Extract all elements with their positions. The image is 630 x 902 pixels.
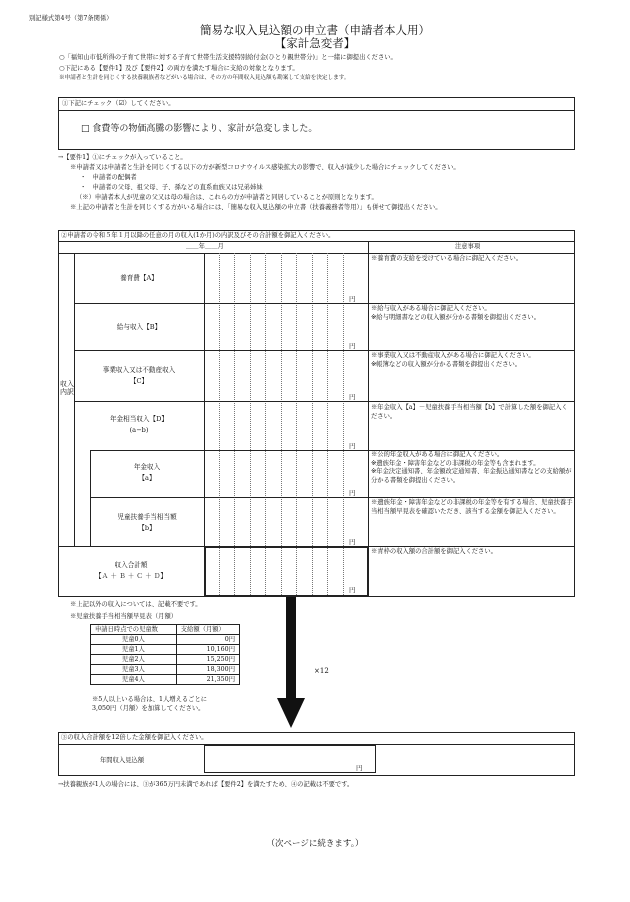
child-count-cell: 児童0人 xyxy=(91,635,177,645)
allowance-table-footnote: ※5人以上いる場合は、1人増えるごとに 3,050円（月額）を加算してください。 xyxy=(92,696,208,712)
child-count-cell: 児童3人 xyxy=(91,665,177,675)
allowance-table-title: ※児童扶養手当相当額早見表（月額） xyxy=(70,613,178,620)
allowance-amount-cell: 15,250円 xyxy=(176,655,239,665)
table-header: 申請日時点での児童数 xyxy=(91,625,177,635)
table-row xyxy=(91,645,240,655)
pension-equivalent-amount-input[interactable] xyxy=(205,402,367,449)
form-number: 別記様式第4号（第7条関係） xyxy=(29,15,113,22)
row-label-child-support: 養育費【A】 xyxy=(120,274,158,282)
row-note-pension-income: ※公的年金収入がある場合に御記入ください。 ※遺族年金・障害年金などの非課税の年金等も含まれます。 ※年金決定通知書、年金額改定通知書、年金振込通知書などの支給額が分かる書類を御提出ください。 xyxy=(371,451,572,484)
yen-unit: 円 xyxy=(349,342,356,350)
section1-instruction: ①下記にチェック（☑）してください。 xyxy=(62,100,175,107)
pension-income-amount-input[interactable] xyxy=(205,451,367,496)
total-income-amount-input[interactable] xyxy=(204,546,369,597)
row-label-salary: 給与収入【B】 xyxy=(116,323,162,331)
row-note-child-support: ※養育費の支給を受けている場合に御記入ください。 xyxy=(371,255,523,262)
yen-unit: 円 xyxy=(349,538,356,546)
continued-note: （次ページに続きます。） xyxy=(266,839,364,849)
page-title: 簡易な収入見込額の申立書（申請者本人用） xyxy=(200,23,430,37)
requirement1-line: ※申請者又は申請者と生計を同じくする以下の方が新型コロナウイルス感染拡大の影響で、収入が減少した場合にチェックしてください。 xyxy=(70,164,460,171)
yen-unit: 円 xyxy=(349,393,356,401)
requirement2-note: →扶養親族が1人の場合には、③が365万円未満であれば【要件2】を満たすため、④の記載は不要です。 xyxy=(58,781,354,788)
child-count-cell: 児童1人 xyxy=(91,645,177,655)
page-subtitle: 【家計急変者】 xyxy=(274,36,356,50)
section1-box xyxy=(58,97,575,150)
allowance-amount-cell: 21,350円 xyxy=(176,675,239,685)
row-label-pension-income: 年金収入 【a】 xyxy=(133,463,161,482)
table-header: 支給額（月額） xyxy=(176,625,239,635)
price-surge-checkbox[interactable]: □ 食費等の物価高騰の影響により、家計が急変しました。 xyxy=(81,124,318,134)
table-row xyxy=(91,665,240,675)
yen-unit: 円 xyxy=(349,489,356,497)
row-label-child-allowance-equivalent: 児童扶養手当相当額 【b】 xyxy=(117,513,177,532)
section3-instruction: ③の収入合計額を12倍した金額を御記入ください。 xyxy=(61,734,208,741)
row-note-child-allowance-equivalent: ※遺族年金・障害年金などの非課税の年金等を有する場合、児童扶養手当相当額早見表を確認いただき、該当する金額を御記入ください。 xyxy=(371,499,573,515)
child-allowance-equivalent-amount-input[interactable] xyxy=(205,498,367,545)
income-breakdown-side-label: 収入内訳 xyxy=(60,380,74,396)
other-income-note: ※上記以外の収入については、記載不要です。 xyxy=(70,601,202,608)
year-month-field[interactable]: ＿＿年＿＿月 xyxy=(186,243,224,250)
allowance-amount-cell: 0円 xyxy=(176,635,239,645)
yen-unit: 円 xyxy=(349,295,356,303)
child-count-cell: 児童2人 xyxy=(91,655,177,665)
annual-income-amount-input[interactable] xyxy=(204,745,376,773)
yen-unit: 円 xyxy=(356,764,363,772)
table-row xyxy=(91,635,240,645)
requirement1-line: ※上記の申請者と生計を同じくする方がいる場合には、「簡易な収入見込額の申立書（扶養義務者等用）」も併せて御提出ください。 xyxy=(70,204,442,211)
multiplier-label: ×12 xyxy=(314,667,329,675)
row-note-business-income: ※事業収入又は不動産収入がある場合に御記入ください。 ※帳簿などの収入額が分かる書類を御提出ください。 xyxy=(371,352,535,368)
notes-header: 注意事項 xyxy=(455,243,481,250)
total-income-note: ※青枠の収入額の合計額を御記入ください。 xyxy=(371,548,497,555)
requirement1-line: （※）申請者本人が児童の父又は母の場合は、これらの方が申請者と同居していることが原則となります。 xyxy=(76,194,378,201)
total-income-label: 収入合計額 【Ａ ＋ Ｂ ＋ Ｃ ＋ Ｄ】 xyxy=(95,561,167,580)
annual-income-label: 年間収入見込額 xyxy=(100,757,145,764)
allowance-quick-table xyxy=(90,624,240,685)
yen-unit: 円 xyxy=(349,586,356,594)
child-count-cell: 児童4人 xyxy=(91,675,177,685)
business-income-amount-input[interactable] xyxy=(205,351,367,400)
allowance-amount-cell: 18,300円 xyxy=(176,665,239,675)
table-row xyxy=(91,675,240,685)
yen-unit: 円 xyxy=(349,442,356,450)
row-label-business-income: 事業収入又は不動産収入 【C】 xyxy=(102,366,176,385)
requirement1-line: ・ 申請者の父母、祖父母、子、孫などの直系血族又は兄弟姉妹 xyxy=(80,184,263,191)
table-row xyxy=(91,655,240,665)
header-note-2: ○下記にある【要件1】及び【要件2】の両方を満たす場合に支給の対象となります。 xyxy=(59,65,299,72)
allowance-amount-cell: 10,160円 xyxy=(176,645,239,655)
requirement1-line: →【要件1】①にチェックが入っていること。 xyxy=(58,154,187,161)
requirement1-line: ・ 申請者の配偶者 xyxy=(80,174,137,181)
header-note-1: ○「福知山市低所得の子育て世帯に対する子育て世帯生活支援特別給付金(ひとり親世帯分)」と一緒に御提出ください。 xyxy=(59,54,397,61)
down-arrow-icon xyxy=(276,597,306,730)
salary-amount-input[interactable] xyxy=(205,304,367,349)
row-label-pension-equivalent: 年金相当収入【D】 (a−b) xyxy=(109,415,169,434)
row-note-pension-equivalent: ※年金収入【a】－児童扶養手当相当額【b】で計算した額を御記入ください。 xyxy=(371,404,568,420)
section2-instruction: ②申請者の令和５年１月以降の任意の月の収入(1か月)の内訳及びその合計額を御記入ください。 xyxy=(61,232,335,239)
child-support-amount-input[interactable] xyxy=(205,254,367,302)
header-note-3: ※申請者と生計を同じくする扶養親族者などがいる場合は、その方の年間収入見込額も勘案して支給を決定します。 xyxy=(59,75,350,81)
row-note-salary: ※給与収入がある場合に御記入ください。 ※給与明細書などの収入額が分かる書類を御提出ください。 xyxy=(371,305,540,321)
